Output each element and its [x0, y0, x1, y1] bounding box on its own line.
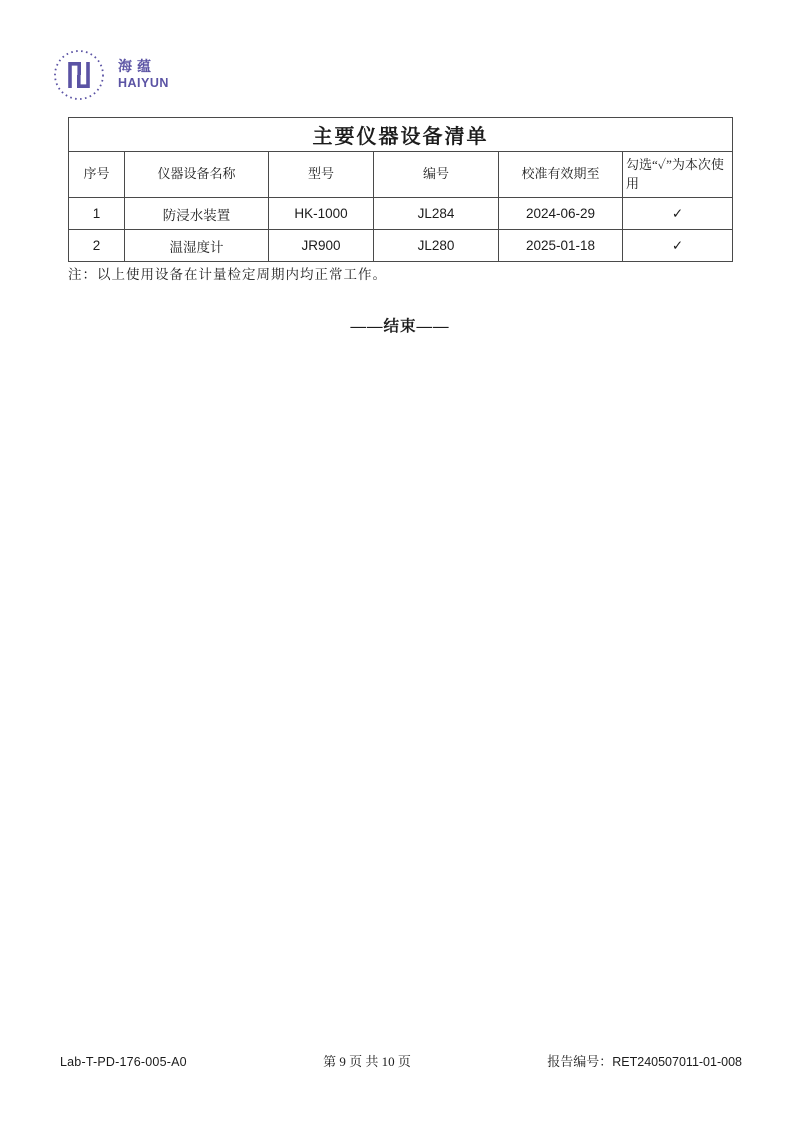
column-header-serial: 编号 [374, 152, 499, 198]
checkmark-icon: ✓ [671, 205, 684, 221]
equipment-table [68, 117, 733, 262]
cell-serial: JL284 [374, 198, 499, 230]
cell-no: 2 [69, 230, 125, 262]
cell-valid-until: 2025-01-18 [499, 230, 623, 262]
column-header-no: 序号 [69, 152, 125, 198]
table-row [69, 198, 733, 230]
cell-name: 防浸水装置 [125, 198, 269, 230]
end-marker: ——结束—— [350, 318, 450, 335]
table-header-row [69, 152, 733, 198]
note-text: 注：以上使用设备在计量检定周期内均正常工作。 [68, 267, 387, 282]
usage-check-cell [623, 198, 733, 230]
haiyun-logo [53, 49, 169, 101]
page-number: 第 9 页 共 10 页 [323, 1054, 411, 1069]
usage-check-cell [623, 230, 733, 262]
report-number-value: RET240507011-01-008 [612, 1055, 742, 1069]
report-number [547, 1051, 742, 1070]
cell-valid-until: 2024-06-29 [499, 198, 623, 230]
report-number-label: 报告编号： [547, 1054, 613, 1069]
column-header-model: 型号 [269, 152, 374, 198]
table-title: 主要仪器设备清单 [69, 118, 733, 152]
logo-icon [53, 49, 105, 101]
cell-model: HK-1000 [269, 198, 374, 230]
column-header-name: 仪器设备名称 [125, 152, 269, 198]
table-row [69, 230, 733, 262]
column-header-usage-check: 勾选“✓”为本次使用 [623, 152, 733, 198]
table-title-row [69, 118, 733, 152]
checkmark-icon: ✓ [671, 237, 684, 253]
cell-no: 1 [69, 198, 125, 230]
logo-text-zh: 海蕴 [118, 58, 156, 75]
cell-name: 温湿度计 [125, 230, 269, 262]
cell-model: JR900 [269, 230, 374, 262]
page-footer [60, 1051, 742, 1070]
document-code: Lab-T-PD-176-005-A0 [60, 1055, 187, 1069]
logo-text-en: HAIYUN [118, 75, 169, 90]
column-header-valid-until: 校准有效期至 [499, 152, 623, 198]
cell-serial: JL280 [374, 230, 499, 262]
logo-text [118, 58, 169, 91]
